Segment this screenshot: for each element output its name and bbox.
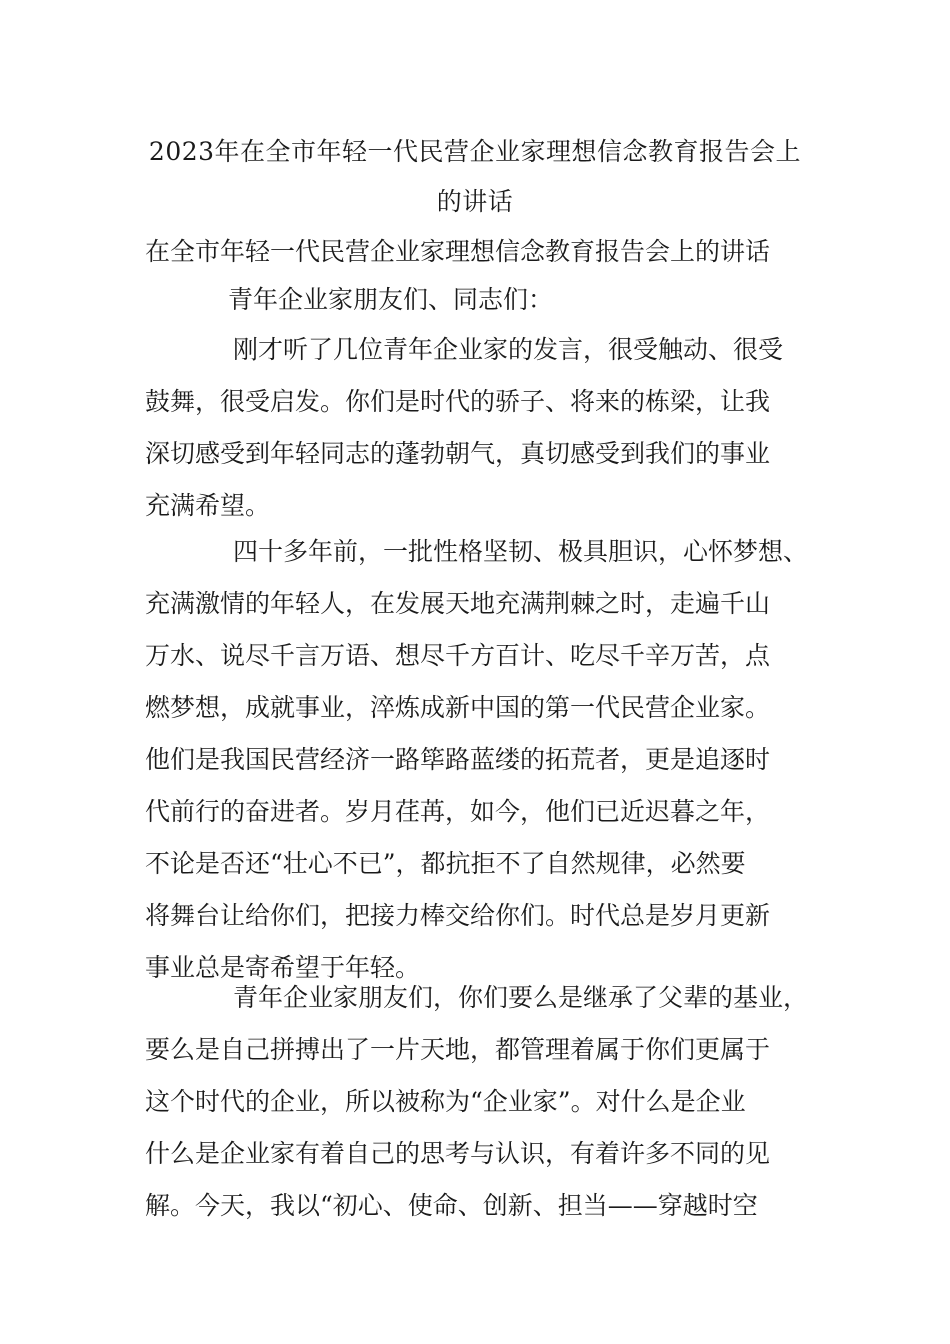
paragraph-line: 这个时代的企业，所以被称为“企业家”。对什么是企业 bbox=[145, 1087, 746, 1116]
paragraph-line: 四十多年前，一批性格坚韧、极具胆识，心怀梦想、 bbox=[233, 537, 809, 566]
document-title-line-1: 2023年在全市年轻一代民营企业家理想信念教育报告会上 bbox=[148, 137, 802, 166]
document-title-line-2: 的讲话 bbox=[436, 187, 514, 216]
paragraph-line: 深切感受到年轻同志的蓬勃朝气，真切感受到我们的事业 bbox=[145, 439, 771, 468]
paragraph-line: 燃梦想，成就事业，淬炼成新中国的第一代民营企业家。 bbox=[145, 693, 771, 722]
paragraph-line: 他们是我国民营经济一路筚路蓝缕的拓荒者，更是追逐时 bbox=[145, 745, 771, 774]
paragraph-line: 将舞台让给你们，把接力棒交给你们。时代总是岁月更新 bbox=[145, 901, 771, 930]
paragraph-line: 要么是自己拼搏出了一片天地，都管理着属于你们更属于 bbox=[145, 1035, 771, 1064]
paragraph-line: 青年企业家朋友们，你们要么是继承了父辈的基业， bbox=[233, 983, 809, 1012]
paragraph-line: 充满激情的年轻人，在发展天地充满荆棘之时，走遍千山 bbox=[145, 589, 771, 618]
paragraph-line: 事业总是寄希望于年轻。 bbox=[145, 953, 421, 982]
paragraph-2 bbox=[145, 526, 815, 994]
greeting: 青年企业家朋友们、同志们： bbox=[228, 285, 554, 314]
paragraph-line: 不论是否还“壮心不已”，都抗拒不了自然规律，必然要 bbox=[145, 849, 746, 878]
paragraph-line: 鼓舞，很受启发。你们是时代的骄子、将来的栋梁，让我 bbox=[145, 387, 771, 416]
paragraph-line: 充满希望。 bbox=[145, 491, 271, 520]
paragraph-line: 刚才听了几位青年企业家的发言，很受触动、很受 bbox=[233, 335, 784, 364]
paragraph-line: 万水、说尽千言万语、想尽千方百计、吃尽千辛万苦，点 bbox=[145, 641, 771, 670]
paragraph-line: 代前行的奋进者。岁月荏苒，如今，他们已近迟暮之年， bbox=[145, 797, 771, 826]
paragraph-line: 什么是企业家有着自己的思考与认识，有着许多不同的见 bbox=[145, 1139, 771, 1168]
paragraph-1 bbox=[145, 324, 815, 532]
paragraph-3 bbox=[145, 972, 815, 1232]
document-subtitle: 在全市年轻一代民营企业家理想信念教育报告会上的讲话 bbox=[145, 237, 771, 266]
paragraph-line: 解。今天，我以“初心、使命、创新、担当——穿越时空 bbox=[145, 1191, 758, 1220]
